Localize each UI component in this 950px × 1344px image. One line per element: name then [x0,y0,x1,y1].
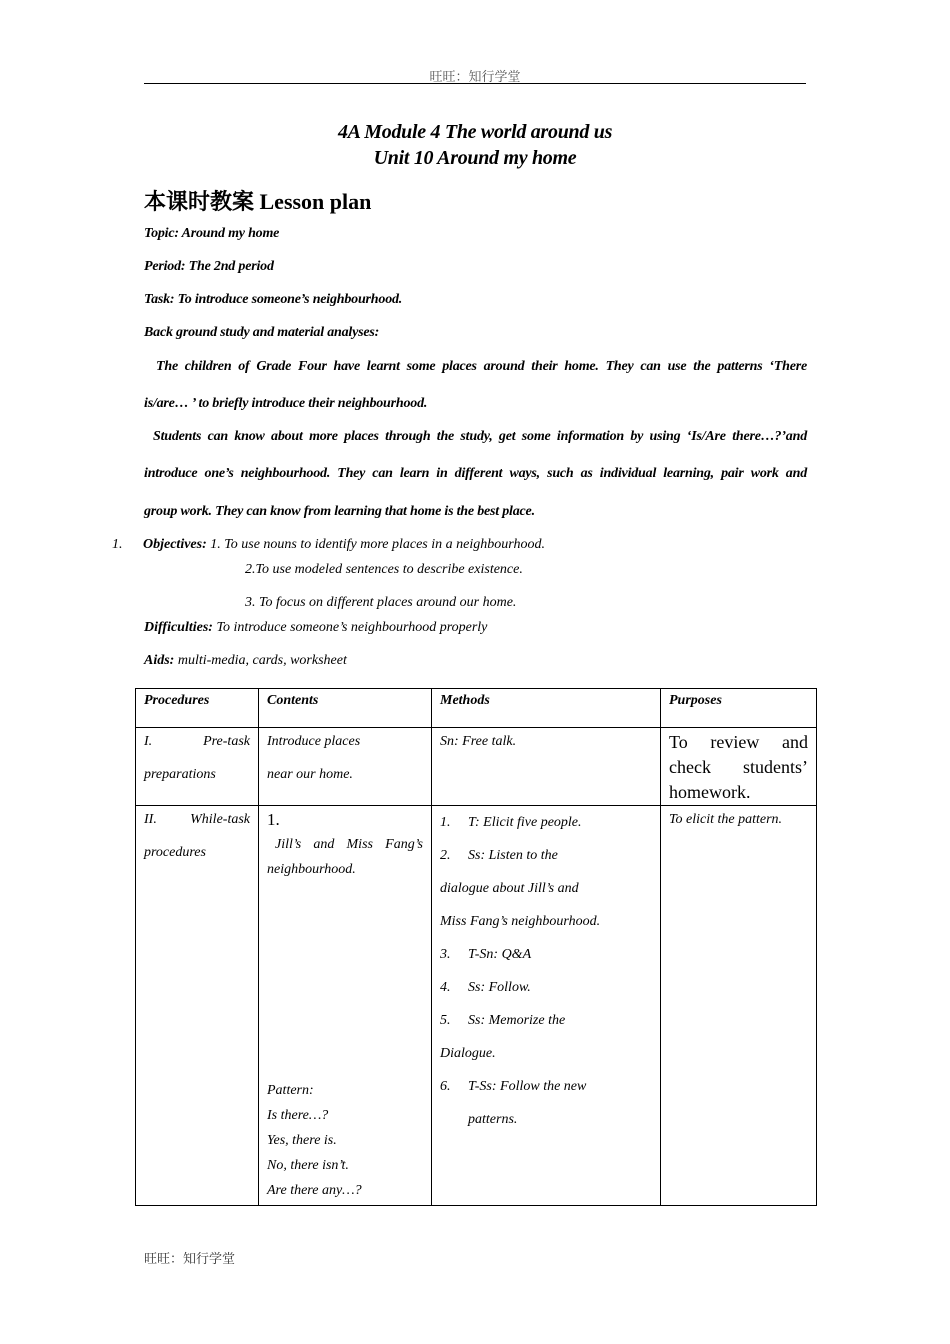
table-header-row [136,689,817,728]
page-header: 旺旺：知行学堂 [429,70,521,85]
objectives-label: Objectives: [143,537,207,552]
aids-line [144,653,347,669]
list-item-continuation: dialogue about Jill’s and [440,881,579,896]
list-item [440,971,652,1004]
aids-label: Aids: [144,653,175,668]
background-p2-line1: Students can know about more places through the study, get some information by using ‘Is/Are there…?’and [153,429,807,444]
row2-purposes [661,806,817,1206]
row2-proc-stage: While-task [190,812,250,827]
difficulties-label: Difficulties: [144,620,213,635]
row1-proc-label: preparations [144,767,216,782]
row2-proc-label: procedures [144,845,206,860]
list-item-continuation: Dialogue. [440,1046,496,1061]
objectives-item2: 2.To use modeled sentences to describe existence. [245,562,523,577]
row1-method: Sn: Free talk. [440,734,517,749]
list-item-number: 3. [440,947,451,962]
row1-purposes [661,728,817,806]
difficulties-line [144,620,487,636]
list-item-text: T: Elicit five people. [468,815,582,830]
row1-proc-stage: Pre-task [203,734,250,749]
row2-purpose: To elicit the pattern. [669,812,783,827]
list-item-text: T-Sn: Q&A [468,947,532,962]
background-p1-line2: is/are… ’ to briefly introduce their neighbourhood. [144,396,428,411]
row2-pattern-block [267,1078,362,1203]
row1-content-line2: near our home. [267,767,353,782]
background-p2-line3: group work. They can know from learning that home is the best place. [144,504,535,519]
list-item [440,806,652,839]
list-item-text: Ss: Memorize the [468,1013,566,1028]
list-item-number: 4. [440,980,451,995]
list-item-number: 5. [440,1013,451,1028]
header-methods: Methods [432,689,661,728]
list-item-number: 1. [440,815,451,830]
row2-content-title: Jill’s and Miss Fang’s neighbourhood. [267,837,423,877]
pattern-line: Is there…? [267,1108,329,1123]
list-item-text: Ss: Follow. [468,980,531,995]
row1-proc-number: I. [144,734,153,749]
header-rule [144,83,806,84]
table-row [136,728,817,806]
row1-contents [259,728,432,806]
list-item [440,839,652,872]
page-footer: 旺旺：知行学堂 [144,1252,236,1267]
row1-purpose: To review and check students’ homework. [669,732,808,802]
background-p2-line2: introduce one’s neighbourhood. They can learn in different ways, such as individual learning, pair work and [144,466,807,481]
period: Period: The 2nd period [144,259,274,274]
list-item-text: Ss: Listen to the [468,848,558,863]
list-item [440,1070,652,1103]
unit-title: Unit 10 Around my home [373,147,577,169]
header-contents: Contents [259,689,432,728]
module-title: 4A Module 4 The world around us [337,121,613,143]
row2-proc-number: II. [144,812,157,827]
task: Task: To introduce someone’s neighbourhood. [144,292,403,307]
pattern-line: Are there any…? [267,1183,362,1198]
pattern-line: No, there isn’t. [267,1158,349,1173]
row2-procedure-line1 [144,808,250,832]
difficulties-text: To introduce someone’s neighbourhood properly [212,620,488,635]
lesson-plan-title: 本课时教案 Lesson plan [144,189,372,214]
header-purposes: Purposes [661,689,817,728]
header-procedures: Procedures [136,689,259,728]
row2-procedure [136,806,259,1206]
list-item [440,938,652,971]
list-item-text: T-Ss: Follow the new [468,1079,587,1094]
row2-methods [432,806,661,1206]
objectives-number: 1. [112,537,123,552]
objectives-line1 [143,537,545,553]
row1-methods [432,728,661,806]
pattern-line: Yes, there is. [267,1133,337,1148]
topic: Topic: Around my home [144,226,280,241]
row2-content-number: 1. [267,810,280,829]
row1-content-line1: Introduce places [267,734,361,749]
row2-methods-list [440,806,652,1136]
objectives-item3: 3. To focus on different places around our home. [245,595,517,610]
procedures-table [135,688,817,1206]
table-row [136,806,817,1206]
list-item-continuation: Miss Fang’s neighbourhood. [440,914,601,929]
background-label: Back ground study and material analyses: [144,325,380,340]
list-item-continuation: patterns. [468,1112,518,1127]
row1-procedure-line1 [144,730,250,754]
objectives-item1: 1. To use nouns to identify more places in a neighbourhood. [206,537,545,552]
list-item [440,1004,652,1037]
list-item-number: 2. [440,848,451,863]
background-p1-line1: The children of Grade Four have learnt some places around their home. They can use the patterns ‘There [156,359,807,374]
aids-text: multi-media, cards, worksheet [174,653,347,668]
pattern-label: Pattern: [267,1083,314,1098]
list-item-number: 6. [440,1079,451,1094]
row2-contents [259,806,432,1206]
row1-procedure [136,728,259,806]
